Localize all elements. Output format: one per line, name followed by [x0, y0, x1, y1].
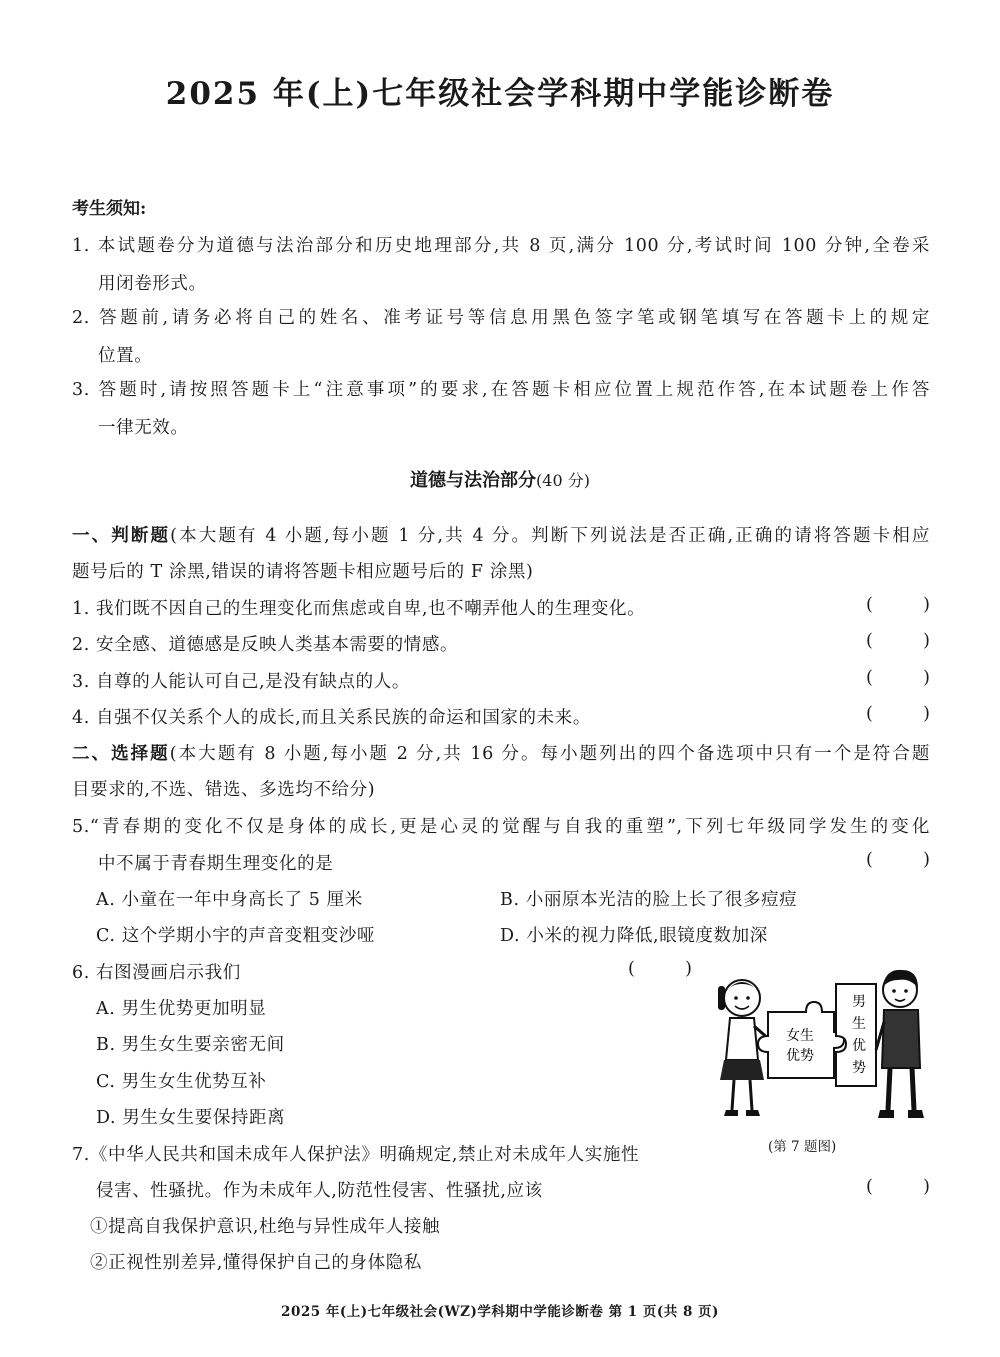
- section-title: [0, 466, 1000, 492]
- q6-option-b: B. 男生女生要亲密无间: [96, 1035, 285, 1055]
- q6-option-d: D. 男生女生要保持距离: [96, 1108, 286, 1128]
- notice-item-2-line-1: 2. 答题前,请务必将自己的姓名、准考证号等信息用黑色签字笔或钢笔填写在答题卡上的规定: [72, 308, 930, 328]
- part1-desc-1: (本大题有 4 小题,每小题 1 分,共 4 分。判断下列说法是否正确,正确的请将答题卡相应: [170, 526, 930, 546]
- page-footer: 2025 年(上)七年级社会(WZ)学科期中学能诊断卷 第 1 页(共 8 页): [281, 1304, 719, 1320]
- notice-item-1-line-1: 1. 本试题卷分为道德与法治部分和历史地理部分,共 8 页,满分 100 分,考试时间 100 分钟,全卷采: [72, 236, 930, 256]
- notice-item-3-line-2: 一律无效。: [98, 418, 189, 438]
- answer-blank-4[interactable]: ( ): [866, 704, 930, 724]
- notice-item-1-line-2: 用闭卷形式。: [98, 274, 207, 294]
- section-score: (40 分): [536, 471, 590, 490]
- boy-piece-label-4: 势: [852, 1060, 866, 1076]
- part2-desc-2: 目要求的,不选、错选、多选均不给分): [72, 780, 376, 800]
- cartoon-illustration: [712, 960, 932, 1130]
- section-name: 道德与法治部分: [410, 470, 537, 491]
- question-2: 2. 安全感、道德感是反映人类基本需要的情感。: [72, 635, 459, 655]
- boy-figure: [876, 970, 924, 1118]
- girl-puzzle-piece: [758, 1002, 844, 1078]
- figure-caption: (第 7 题图): [768, 1139, 837, 1155]
- answer-blank-7[interactable]: ( ): [866, 1177, 930, 1197]
- answer-blank-5[interactable]: ( ): [866, 850, 930, 870]
- q6-option-c: C. 男生女生优势互补: [96, 1072, 267, 1092]
- girl-piece-label-1: 女生: [786, 1028, 814, 1044]
- boy-piece-label-3: 优: [852, 1038, 866, 1054]
- boy-piece-label-2: 生: [852, 1016, 866, 1032]
- notice-item-3-line-1: 3. 答题时,请按照答题卡上“注意事项”的要求,在答题卡相应位置上规范作答,在本试题卷上作答: [72, 380, 930, 400]
- notice-item-2-line-2: 位置。: [98, 346, 153, 366]
- part1-desc-2: 题号后的 T 涂黑,错误的请将答题卡相应题号后的 F 涂黑): [72, 562, 534, 582]
- q7-statement-1: ①提高自我保护意识,杜绝与异性成年人接触: [90, 1217, 441, 1237]
- q5-option-c: C. 这个学期小宇的声音变粗变沙哑: [96, 926, 376, 946]
- q7-statement-2: ②正视性别差异,懂得保护自己的身体隐私: [90, 1253, 422, 1273]
- cartoon-figure: [712, 960, 932, 1130]
- question-7-line-2: 侵害、性骚扰。作为未成年人,防范性侵害、性骚扰,应该: [96, 1181, 543, 1201]
- boy-piece-label-1: 男: [852, 994, 866, 1010]
- girl-piece-label-2: 优势: [786, 1048, 814, 1064]
- boy-puzzle-piece: [836, 984, 876, 1086]
- q5-option-b: B. 小丽原本光洁的脸上长了很多痘痘: [500, 890, 798, 910]
- part2-desc-1: (本大题有 8 小题,每小题 2 分,共 16 分。每小题列出的四个备选项中只有一个是符合题: [169, 744, 930, 764]
- q6-option-a: A. 男生优势更加明显: [96, 999, 267, 1019]
- answer-blank-1[interactable]: ( ): [866, 595, 930, 615]
- question-5-line-1: 5.“青春期的变化不仅是身体的成长,更是心灵的觉醒与自我的重塑”,下列七年级同学发生的变化: [72, 817, 930, 837]
- part1-instructions: [72, 522, 930, 547]
- answer-blank-6[interactable]: ( ): [628, 959, 692, 979]
- page-title: 2025 年(上)七年级社会学科期中学能诊断卷: [165, 76, 835, 112]
- part2-label: 二、选择题: [72, 744, 170, 764]
- part1-label: 一、判断题: [72, 526, 171, 546]
- q5-option-d: D. 小米的视力降低,眼镜度数加深: [500, 926, 768, 946]
- part2-instructions: [72, 740, 930, 765]
- answer-blank-3[interactable]: ( ): [866, 668, 930, 688]
- answer-blank-2[interactable]: ( ): [866, 631, 930, 651]
- question-3: 3. 自尊的人能认可自己,是没有缺点的人。: [72, 672, 410, 692]
- question-4: 4. 自强不仅关系个人的成长,而且关系民族的命运和国家的未来。: [72, 708, 591, 728]
- q5-option-a: A. 小童在一年中身高长了 5 厘米: [96, 890, 363, 910]
- question-1: 1. 我们既不因自己的生理变化而焦虑或自卑,也不嘲弄他人的生理变化。: [72, 599, 646, 619]
- question-7-line-1: 7.《中华人民共和国未成年人保护法》明确规定,禁止对未成年人实施性: [72, 1145, 640, 1165]
- question-5-line-2: 中不属于青春期生理变化的是: [98, 854, 334, 874]
- question-6: 6. 右图漫画启示我们: [72, 963, 241, 983]
- notice-heading: 考生须知:: [72, 199, 147, 219]
